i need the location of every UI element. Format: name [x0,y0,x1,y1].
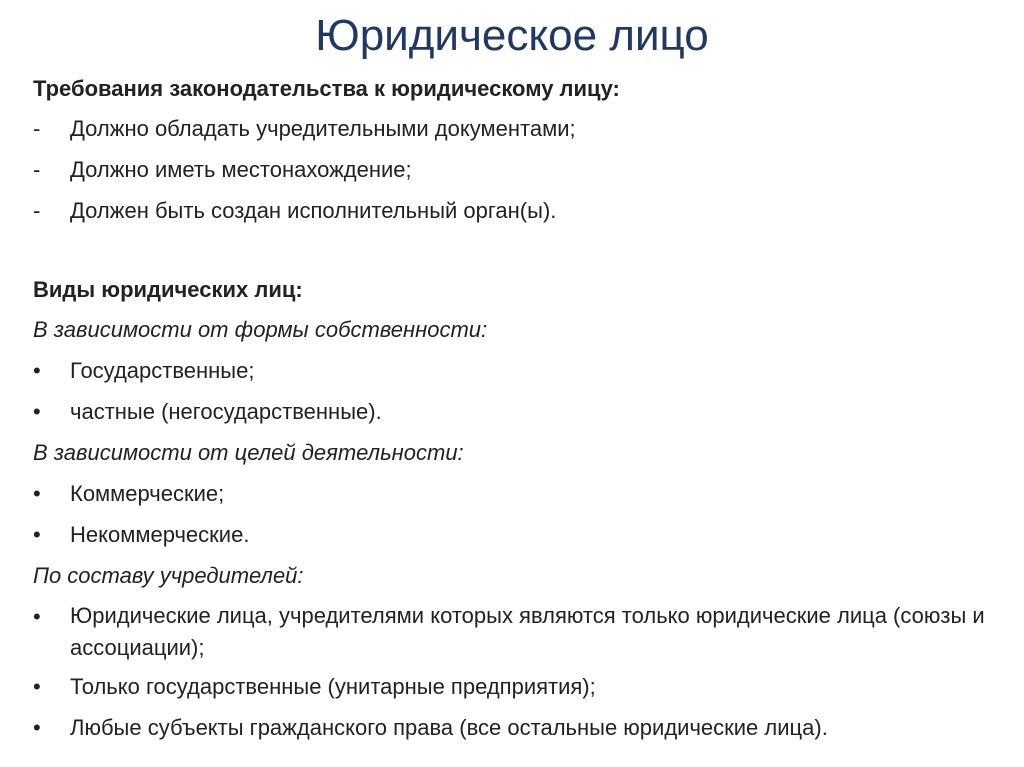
bullet-marker: • [33,399,41,424]
list-item-text: Любые субъекты гражданского права (все остальные юридические лица). [70,715,828,740]
bullet-marker: • [33,674,41,699]
list-item-text: Государственные; [70,358,255,383]
list-item [33,707,993,748]
requirements-heading: Требования законодательства к юридическому лицу: [33,76,620,101]
list-item [33,350,993,391]
section-spacer [33,231,993,271]
requirement-text: Должно иметь местонахождение; [70,157,412,182]
dash-marker: - [33,198,41,223]
bullet-marker: • [33,522,41,547]
list-item-text: Только государственные (унитарные предприятия); [70,674,596,699]
list-item-text: Некоммерческие. [70,522,250,547]
requirement-item [33,108,993,149]
slide-title: Юридическое лицо [315,11,709,60]
dash-marker: - [33,157,41,182]
list-item [33,514,993,555]
bullet-marker: • [33,715,41,740]
list-item [33,596,993,666]
bullet-marker: • [33,604,41,629]
requirement-text: Должен быть создан исполнительный орган(ы). [70,198,557,223]
requirement-item [33,190,993,231]
list-item [33,473,993,514]
list-item [33,391,993,432]
requirement-text: Должно обладать учредительными документами; [70,116,576,141]
list-item-text: Юридические лица, учредителями которых являются только юридические лица (союзы и ассоциации); [70,603,985,660]
group-subheading: В зависимости от формы собственности: [33,317,488,342]
group-subheading: В зависимости от целей деятельности: [33,440,464,465]
requirement-item [33,149,993,190]
bullet-marker: • [33,358,41,383]
bullet-marker: • [33,481,41,506]
slide-content [33,70,993,748]
dash-marker: - [33,116,41,141]
list-item [33,666,993,707]
types-heading: Виды юридических лиц: [33,277,303,302]
list-item-text: Коммерческие; [70,481,225,506]
list-item-text: частные (негосударственные). [70,399,382,424]
group-subheading: По составу учредителей: [33,563,304,588]
